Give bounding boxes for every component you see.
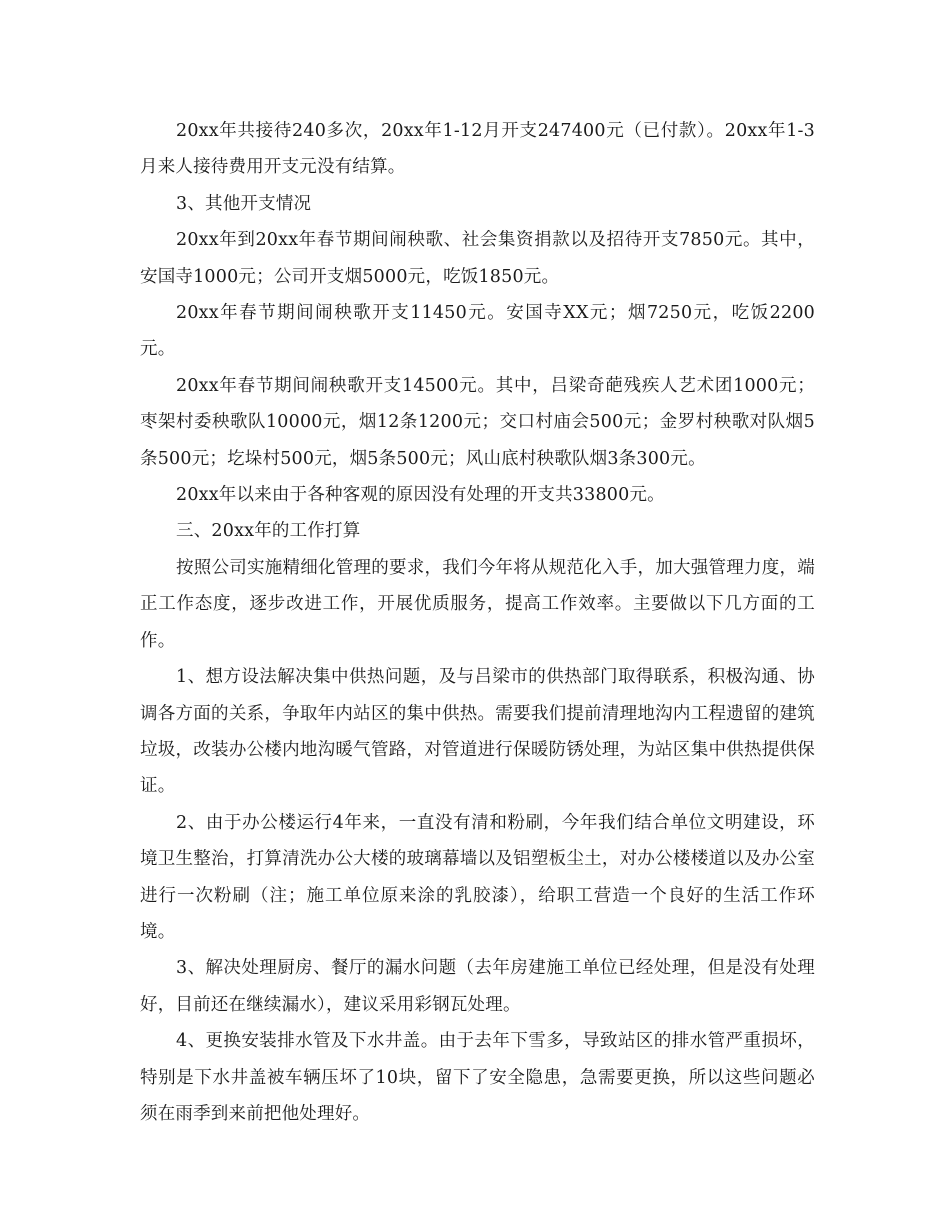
- paragraph-unprocessed-expenses: 20xx年以来由于各种客观的原因没有处理的开支共33800元。: [176, 485, 665, 506]
- paragraph-spring-festival-expenses-2: 20xx年春节期间闹秧歌开支11450元。安国寺XX元；烟7250元，吃饭2200元。: [140, 303, 815, 360]
- paragraph-spring-festival-expenses-1: 20xx年到20xx年春节期间闹秧歌、社会集资捐款以及招待开支7850元。其中，安国寺1000元；公司开支烟5000元，吃饭1850元。: [140, 230, 815, 287]
- section-heading-work-plan: 三、20xx年的工作打算: [176, 521, 361, 542]
- paragraph-reception-expenses: 20xx年共接待240多次，20xx年1-12月开支247400元（已付款）。20xx年1-3月来人接待费用开支元没有结算。: [140, 121, 815, 178]
- paragraph-plan-item-leak: 3、解决处理厨房、餐厅的漏水问题（去年房建施工单位已经处理，但是没有处理好，目前还在继续漏水），建议采用彩钢瓦处理。: [140, 958, 815, 1015]
- document-body: [140, 113, 815, 1132]
- paragraph-plan-item-drainage: 4、更换安装排水管及下水井盖。由于去年下雪多，导致站区的排水管严重损坏，特别是下水井盖被车辆压坏了10块，留下了安全隐患，急需要更换，所以这些问题必须在雨季到来前把他处理好。: [140, 1031, 815, 1124]
- paragraph-plan-item-heating: 1、想方设法解决集中供热问题，及与吕梁市的供热部门取得联系，积极沟通、协调各方面的关系，争取年内站区的集中供热。需要我们提前清理地沟内工程遗留的建筑垃圾，改装办公楼内地沟暖气管路，对管道进行保暖防锈处理，为站区集中供热提供保证。: [140, 667, 815, 797]
- paragraph-plan-item-painting: 2、由于办公楼运行4年来，一直没有清和粉刷，今年我们结合单位文明建设，环境卫生整治，打算清洗办公大楼的玻璃幕墙以及铝塑板尘土，对办公楼楼道以及办公室进行一次粉刷（注；施工单位原来涂的乳胶漆），给职工营造一个良好的生活工作环境。: [140, 812, 815, 942]
- section-heading-other-expenses: 3、其他开支情况: [176, 193, 312, 214]
- paragraph-work-plan-intro: 按照公司实施精细化管理的要求，我们今年将从规范化入手，加大强管理力度，端正工作态度，逐步改进工作，开展优质服务，提高工作效率。主要做以下几方面的工作。: [140, 557, 815, 651]
- paragraph-spring-festival-expenses-3: 20xx年春节期间闹秧歌开支14500元。其中，吕梁奇葩残疾人艺术团1000元；枣架村委秧歌队10000元，烟12条1200元；交口村庙会500元；金罗村秧歌对队烟5条500元；圪垛村500元，烟5条500元；风山底村秧歌队烟3条300元。: [140, 375, 815, 469]
